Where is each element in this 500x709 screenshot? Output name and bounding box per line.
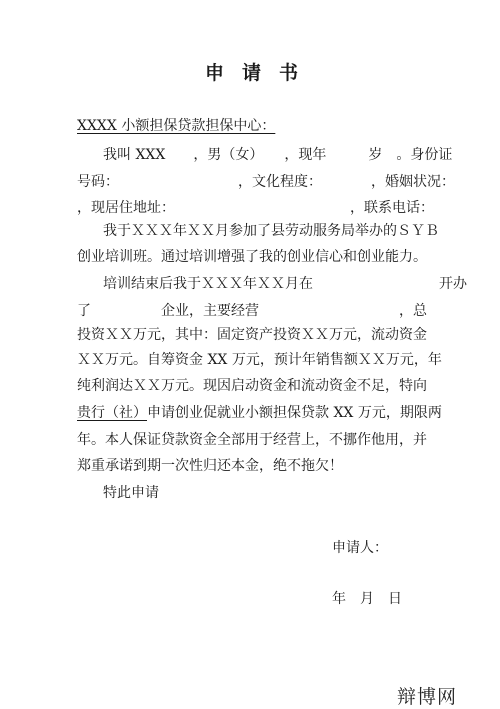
body-line-13: 郑重承诺到期一次性归还本金，绝不拖欠！ [77, 458, 343, 474]
body-line-11 [77, 404, 442, 422]
body-line-11-text: 申请创业促就业小额担保贷款 XX 万元，期限两 [147, 405, 442, 421]
body-line-10: 纯利润达ＸＸ万元。现因启动资金和流动资金不足，特向 [77, 378, 427, 394]
body-line-4: 我于ＸＸＸ年ＸＸ月参加了县劳动服务局举办的ＳＹＢ [103, 223, 439, 239]
body-line-12: 年。本人保证贷款资金全部用于经营上，不挪作他用，并 [77, 432, 427, 448]
addressee: XXXX 小额担保贷款担保中心： [77, 118, 276, 134]
document-title: 申请书 [205, 62, 317, 84]
body-line-9: ＸＸ万元。自筹资金 XX 万元，预计年销售额ＸＸ万元，年 [77, 352, 442, 368]
lender-name: 贵行（社） [77, 405, 147, 421]
body-line-3: ，现居住地址： ，联系电话： [77, 200, 434, 216]
body-line-1: 我叫 XXX ，男（女） ，现年 岁 。身份证 [103, 147, 453, 163]
date-label: 年 月 日 [332, 591, 402, 607]
body-line-5: 创业培训班。通过培训增强了我的创业信心和创业能力。 [77, 249, 427, 265]
applicant-label: 申请人： [332, 540, 388, 556]
body-line-2: 号码： ，文化程度： ，婚姻状况： [77, 174, 455, 190]
watermark: 辩博网 [397, 686, 458, 708]
closing-line: 特此申请 [103, 485, 159, 501]
body-line-6: 培训结束后我于ＸＸＸ年ＸＸ月在 开办 [103, 276, 467, 292]
body-line-8: 投资ＸＸ万元，其中：固定资产投资ＸＸ万元，流动资金 [77, 327, 427, 343]
body-line-7: 了 企业，主要经营 ，总 [77, 303, 427, 319]
